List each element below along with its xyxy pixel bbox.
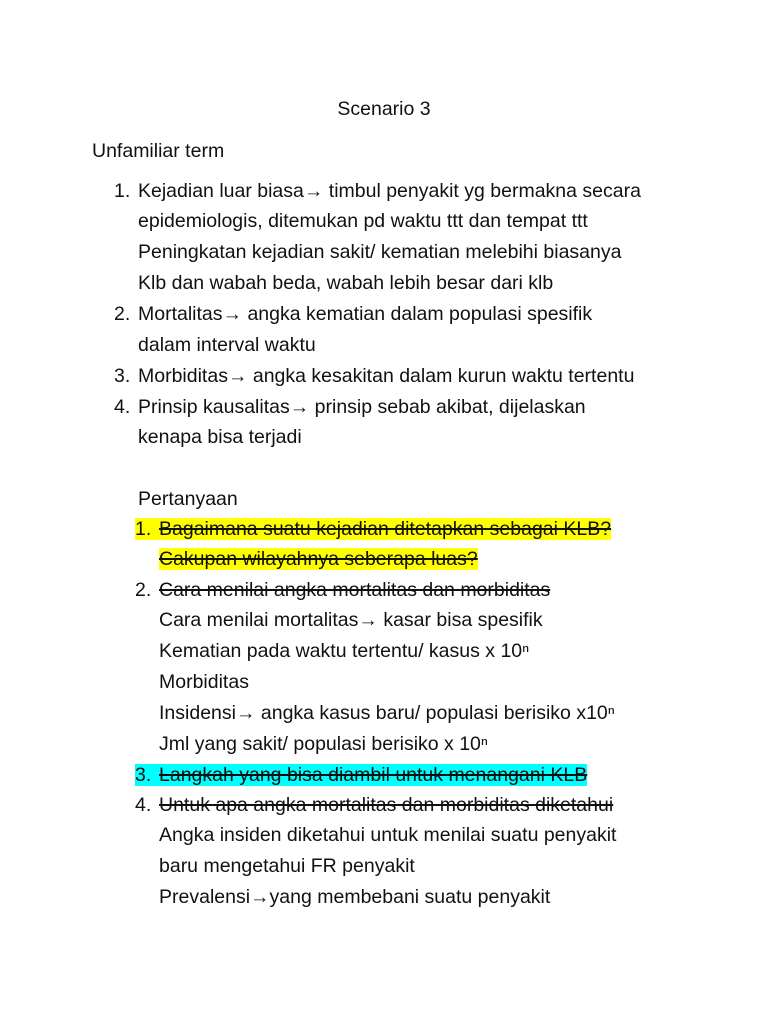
- document-title: Scenario 3: [337, 98, 431, 120]
- list-number: 1.: [114, 180, 131, 202]
- question-item: [135, 792, 613, 818]
- list-text: dalam interval waktu: [138, 334, 316, 356]
- list-item: [114, 394, 586, 420]
- list-number: 2.: [114, 303, 131, 325]
- question-text-strikethrough: 1. Bagaimana suatu kejadian ditetapkan sebagai KLB?: [135, 518, 612, 540]
- question-text-strikethrough: 2. Cara menilai angka mortalitas dan morbiditas: [135, 579, 551, 601]
- answer-note: baru mengetahui FR penyakit: [159, 855, 415, 877]
- list-text: epidemiologis, ditemukan pd waktu ttt dan tempat ttt: [138, 210, 588, 232]
- question-item: [135, 762, 587, 788]
- list-item: [114, 301, 592, 327]
- question-text-strikethrough: Cakupan wilayahnya seberapa luas?: [159, 548, 478, 570]
- answer-note: Angka insiden diketahui untuk menilai suatu penyakit: [159, 824, 617, 846]
- section-heading-pertanyaan: Pertanyaan: [138, 488, 238, 510]
- list-text: Morbiditas→ angka kesakitan dalam kurun waktu tertentu: [138, 365, 635, 387]
- list-item: [114, 178, 641, 204]
- list-text: Peningkatan kejadian sakit/ kematian melebihi biasanya: [138, 241, 622, 263]
- answer-note: Morbiditas: [159, 671, 249, 693]
- question-text-strikethrough: 4. Untuk apa angka mortalitas dan morbiditas diketahui: [135, 794, 614, 816]
- answer-note: Kematian pada waktu tertentu/ kasus x 10ⁿ: [159, 640, 530, 662]
- question-item: [159, 546, 478, 572]
- question-item: [135, 577, 550, 603]
- answer-note: Insidensi→ angka kasus baru/ populasi berisiko x10ⁿ: [159, 702, 615, 724]
- list-text: kenapa bisa terjadi: [138, 426, 302, 448]
- question-number: 4.: [135, 794, 152, 816]
- question-item: [135, 516, 611, 542]
- list-number: 3.: [114, 365, 131, 387]
- list-number: 4.: [114, 396, 131, 418]
- answer-note: Jml yang sakit/ populasi berisiko x 10ⁿ: [159, 733, 489, 755]
- answer-note: Prevalensi→yang membebani suatu penyakit: [159, 886, 551, 908]
- list-text: Mortalitas→ angka kematian dalam populasi spesifik: [138, 303, 593, 325]
- question-number: 3.: [135, 764, 152, 786]
- list-text: Prinsip kausalitas→ prinsip sebab akibat, dijelaskan: [138, 396, 586, 418]
- list-text: Klb dan wabah beda, wabah lebih besar dari klb: [138, 272, 554, 294]
- answer-note: Cara menilai mortalitas→ kasar bisa spesifik: [159, 609, 543, 631]
- list-text: Kejadian luar biasa→ timbul penyakit yg bermakna secara: [138, 180, 641, 202]
- list-item: [114, 363, 634, 389]
- question-number: 1.: [135, 518, 152, 540]
- question-number: 2.: [135, 579, 152, 601]
- section-heading-unfamiliar-term: Unfamiliar term: [92, 140, 225, 162]
- question-text-strikethrough: 3. Langkah yang bisa diambil untuk menangani KLB: [135, 764, 588, 786]
